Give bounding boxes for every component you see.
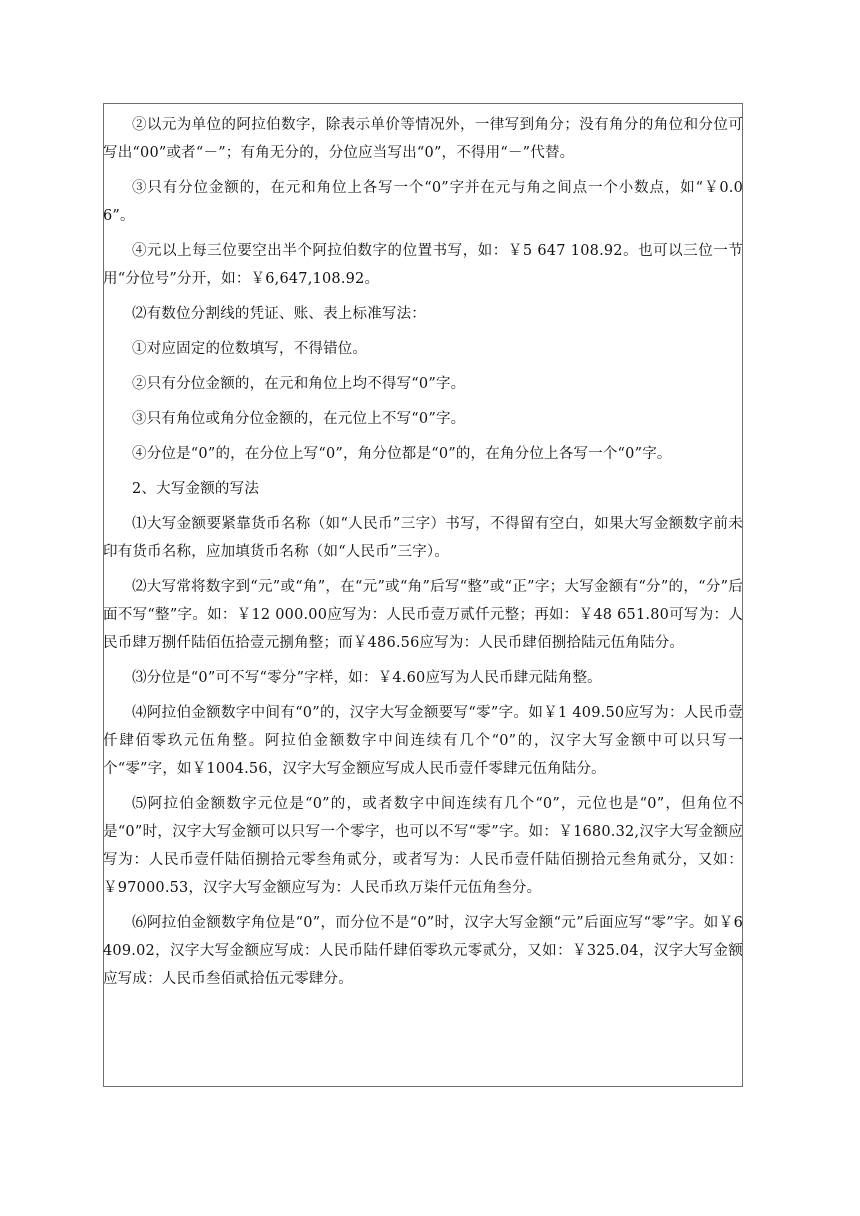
paragraph-thousands-separator-rule: ④元以上每三位要空出半个阿拉伯数字的位置书写，如：￥5 647 108.92。也可以三位一节用“分位号”分开，如：￥6,647,108.92。 xyxy=(103,243,743,287)
paragraph-zero-fen-rule: ④分位是“0”的，在分位上写“0”，角分位都是“0”的，在角分位上各写一个“0”字。 xyxy=(132,446,672,462)
paragraph-zheng-rule: ⑵大写常将数字到“元”或“角”，在“元”或“角”后写“整”或“正”字；大写金额有“分”的，“分”后面不写“整”字。如：￥12 000.00应写为：人民币壹万贰仟元整；再如：￥48 651.80可写为：人民币肆万捌仟陆佰伍拾壹元捌角整；而￥486.56应写为：人民币肆佰捌拾陆元伍角陆分。 xyxy=(103,579,743,651)
paragraph-jiao-fen-rule: ③只有角位或角分位金额的，在元位上不写“0”字。 xyxy=(132,411,466,427)
paragraph-unit-yuan-rule: ②以元为单位的阿拉伯数字，除表示单价等情况外，一律写到角分；没有角分的角位和分位可写出“00”或者“－”；有角无分的，分位应当写出“0”，不得用“－”代替。 xyxy=(103,117,743,161)
section-heading-capital-amount: 2、大写金额的写法 xyxy=(132,481,260,497)
paragraph-fixed-position-rule: ①对应固定的位数填写，不得错位。 xyxy=(132,341,368,357)
paragraph-fen-only-divider-rule: ②只有分位金额的，在元和角位上均不得写“0”字。 xyxy=(132,376,466,392)
document-body xyxy=(103,111,743,993)
paragraph-zero-fen-capital-rule: ⑶分位是“0”可不写“零分”字样，如：￥4.60应写为人民币肆元陆角整。 xyxy=(132,670,602,686)
paragraph-middle-zero-rule: ⑷阿拉伯金额数字中间有“0”的，汉字大写金额要写“零”字。如￥1 409.50应写为：人民币壹仟肆佰零玖元伍角整。阿拉伯金额数字中间连续有几个“0”的，汉字大写金额中可以只写一个“零”字，如￥1004.56，汉字大写金额应写成人民币壹仟零肆元伍角陆分。 xyxy=(103,705,743,777)
paragraph-fen-only-rule: ③只有分位金额的，在元和角位上各写一个“0”字并在元与角之间点一个小数点，如“￥0.06”。 xyxy=(103,180,743,224)
paragraph-divider-heading: ⑵有数位分割线的凭证、账、表上标准写法： xyxy=(132,306,426,322)
paragraph-jiao-zero-rule: ⑹阿拉伯金额数字角位是“0”，而分位不是“0”时，汉字大写金额“元”后面应写“零”字。如￥6 409.02，汉字大写金额应写成：人民币陆仟肆佰零玖元零贰分，又如：￥325.04，汉字大写金额应写成：人民币叁佰贰拾伍元零肆分。 xyxy=(103,915,743,987)
paragraph-yuan-zero-rule: ⑸阿拉伯金额数字元位是“0”的，或者数字中间连续有几个“0”，元位也是“0”，但角位不是“0”时，汉字大写金额可以只写一个零字，也可以不写“零”字。如：￥1680.32,汉字大写金额应写为：人民币壹仟陆佰捌拾元零叁角贰分，或者写为：人民币壹仟陆佰捌拾元叁角贰分，又如：￥97000.53，汉字大写金额应写为：人民币玖万柒仟元伍角叁分。 xyxy=(103,796,743,896)
paragraph-currency-name-rule: ⑴大写金额要紧靠货币名称（如“人民币”三字）书写，不得留有空白，如果大写金额数字前未印有货币名称，应加填货币名称（如“人民币”三字）。 xyxy=(103,516,743,560)
